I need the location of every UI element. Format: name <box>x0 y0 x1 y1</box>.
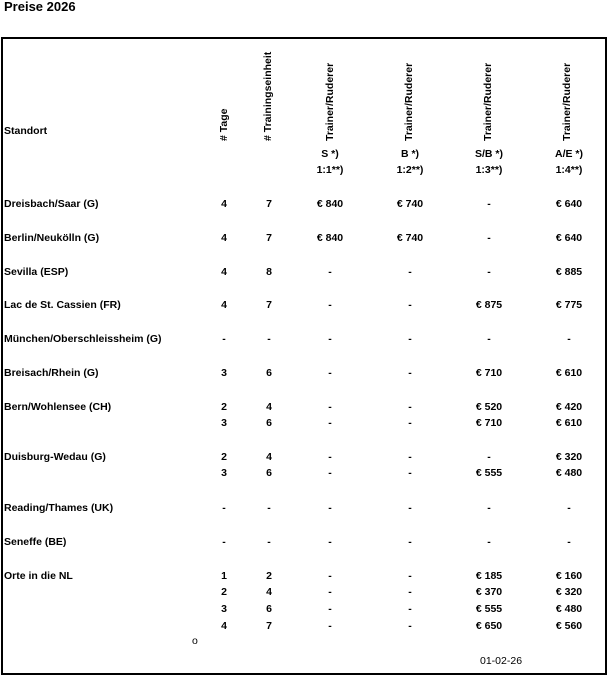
cell-tage: 4 <box>221 198 227 210</box>
cell-tage: 4 <box>221 620 227 632</box>
cell-trainingseinheit: 4 <box>266 586 272 598</box>
cell-price-b: - <box>408 570 412 582</box>
cell-price-ae: - <box>567 333 571 345</box>
cell-standort: Bern/Wohlensee (CH) <box>4 401 112 413</box>
header-trainer-sb: Trainer/Ruderer <box>482 62 494 141</box>
cell-price-s: - <box>328 333 332 345</box>
cell-price-sb: € 555 <box>475 603 503 615</box>
cell-trainingseinheit: 6 <box>266 417 272 429</box>
cell-tage: 2 <box>221 401 227 413</box>
cell-trainingseinheit: 7 <box>266 198 272 210</box>
cell-price-ae: € 560 <box>555 620 583 632</box>
cell-price-ae: € 320 <box>555 451 583 463</box>
cell-price-ae: € 610 <box>555 417 583 429</box>
cell-price-sb: € 650 <box>475 620 503 632</box>
cell-price-s: - <box>328 536 332 548</box>
cell-price-s: € 840 <box>316 198 344 210</box>
cell-price-ae: € 160 <box>555 570 583 582</box>
cell-price-b: - <box>408 266 412 278</box>
date-stamp: 01-02-26 <box>480 655 523 667</box>
cell-trainingseinheit: 4 <box>266 401 272 413</box>
header-cat-b-line2: 1:2**) <box>396 164 424 176</box>
cell-price-sb: - <box>487 232 491 244</box>
header-cat-s-line1: S *) <box>321 148 339 160</box>
cell-standort: Seneffe (BE) <box>4 536 67 548</box>
cell-trainingseinheit: 7 <box>266 299 272 311</box>
cell-price-s: - <box>328 401 332 413</box>
cell-trainingseinheit: 2 <box>266 570 272 582</box>
header-standort: Standort <box>4 125 48 137</box>
cell-price-sb: € 710 <box>475 367 503 379</box>
cell-tage: 3 <box>221 417 227 429</box>
cell-tage: 4 <box>221 266 227 278</box>
cell-tage: 3 <box>221 603 227 615</box>
cell-price-b: - <box>408 620 412 632</box>
cell-price-sb: - <box>487 198 491 210</box>
cell-price-sb: € 520 <box>475 401 503 413</box>
cell-price-sb: € 555 <box>475 467 503 479</box>
stray-mark: o <box>192 635 198 647</box>
cell-price-s: - <box>328 367 332 379</box>
cell-tage: - <box>222 536 226 548</box>
cell-standort: Breisach/Rhein (G) <box>4 367 99 379</box>
header-trainer-b: Trainer/Ruderer <box>403 62 415 141</box>
cell-price-sb: - <box>487 536 491 548</box>
header-cat-sb-line1: S/B *) <box>474 148 503 160</box>
header-cat-s-line2: 1:1**) <box>316 164 344 176</box>
cell-standort: Orte in die NL <box>4 570 73 582</box>
cell-price-b: - <box>408 333 412 345</box>
cell-price-b: - <box>408 451 412 463</box>
cell-tage: 3 <box>221 467 227 479</box>
cell-price-s: - <box>328 266 332 278</box>
cell-tage: 4 <box>221 232 227 244</box>
cell-trainingseinheit: - <box>267 536 271 548</box>
cell-price-ae: € 480 <box>555 467 583 479</box>
page-title: Preise 2026 <box>4 0 76 14</box>
cell-standort: Dreisbach/Saar (G) <box>4 198 99 210</box>
cell-price-b: - <box>408 367 412 379</box>
cell-trainingseinheit: 6 <box>266 467 272 479</box>
header-tage: # Tage <box>218 108 230 141</box>
cell-standort: Lac de St. Cassien (FR) <box>4 299 121 311</box>
cell-price-sb: € 710 <box>475 417 503 429</box>
cell-price-ae: € 640 <box>555 198 583 210</box>
header-cat-ae-line1: A/E *) <box>554 148 583 160</box>
cell-standort: Sevilla (ESP) <box>4 266 69 278</box>
cell-price-b: - <box>408 417 412 429</box>
cell-price-ae: € 775 <box>555 299 583 311</box>
cell-price-b: - <box>408 603 412 615</box>
cell-trainingseinheit: - <box>267 333 271 345</box>
cell-price-s: - <box>328 570 332 582</box>
cell-price-sb: € 185 <box>475 570 503 582</box>
header-cat-ae-line2: 1:4**) <box>555 164 583 176</box>
cell-price-s: - <box>328 603 332 615</box>
cell-price-sb: - <box>487 451 491 463</box>
cell-price-s: - <box>328 620 332 632</box>
cell-tage: 2 <box>221 451 227 463</box>
cell-trainingseinheit: 6 <box>266 603 272 615</box>
cell-tage: 4 <box>221 299 227 311</box>
cell-trainingseinheit: - <box>267 502 271 514</box>
cell-standort: Reading/Thames (UK) <box>4 502 114 514</box>
cell-price-sb: - <box>487 266 491 278</box>
cell-standort: Berlin/Neukölln (G) <box>4 232 100 244</box>
cell-price-b: € 740 <box>396 232 424 244</box>
cell-price-ae: € 420 <box>555 401 583 413</box>
cell-price-s: - <box>328 467 332 479</box>
cell-trainingseinheit: 4 <box>266 451 272 463</box>
cell-price-ae: - <box>567 502 571 514</box>
cell-price-ae: € 885 <box>555 266 583 278</box>
cell-standort: Duisburg-Wedau (G) <box>4 451 106 463</box>
cell-price-s: - <box>328 502 332 514</box>
cell-price-b: - <box>408 536 412 548</box>
cell-price-sb: € 370 <box>475 586 503 598</box>
cell-price-ae: € 610 <box>555 367 583 379</box>
cell-price-s: - <box>328 586 332 598</box>
cell-standort: München/Oberschleissheim (G) <box>4 333 162 345</box>
header-trainer-ae: Trainer/Ruderer <box>561 62 573 141</box>
cell-trainingseinheit: 6 <box>266 367 272 379</box>
cell-tage: - <box>222 502 226 514</box>
cell-price-b: - <box>408 299 412 311</box>
cell-price-b: - <box>408 586 412 598</box>
cell-price-ae: € 320 <box>555 586 583 598</box>
cell-tage: - <box>222 333 226 345</box>
cell-price-sb: - <box>487 333 491 345</box>
cell-price-ae: € 640 <box>555 232 583 244</box>
cell-price-s: € 840 <box>316 232 344 244</box>
cell-trainingseinheit: 8 <box>266 266 272 278</box>
cell-price-s: - <box>328 417 332 429</box>
cell-price-s: - <box>328 451 332 463</box>
cell-price-ae: € 480 <box>555 603 583 615</box>
cell-price-ae: - <box>567 536 571 548</box>
cell-tage: 3 <box>221 367 227 379</box>
cell-price-sb: - <box>487 502 491 514</box>
cell-price-b: € 740 <box>396 198 424 210</box>
cell-price-sb: € 875 <box>475 299 503 311</box>
header-cat-sb-line2: 1:3**) <box>475 164 503 176</box>
cell-tage: 1 <box>221 570 227 582</box>
cell-price-b: - <box>408 502 412 514</box>
cell-trainingseinheit: 7 <box>266 620 272 632</box>
cell-tage: 2 <box>221 586 227 598</box>
header-cat-b-line1: B *) <box>400 148 420 160</box>
cell-price-b: - <box>408 467 412 479</box>
cell-trainingseinheit: 7 <box>266 232 272 244</box>
header-trainingseinheit: # Trainingseinheit <box>262 51 274 141</box>
cell-price-s: - <box>328 299 332 311</box>
cell-price-b: - <box>408 401 412 413</box>
header-trainer-s: Trainer/Ruderer <box>324 62 336 141</box>
